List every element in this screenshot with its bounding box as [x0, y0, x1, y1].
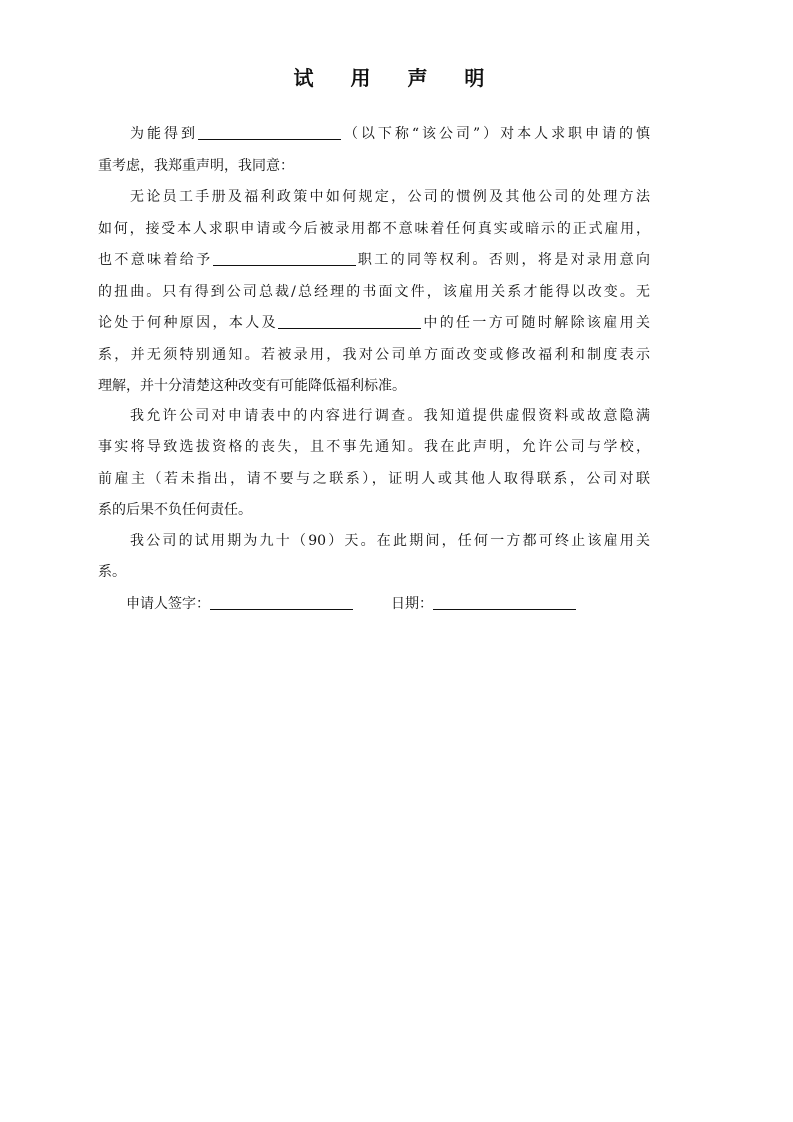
- paragraph-1-line-1: [98, 118, 650, 150]
- text-segment: （以下称“该公司”）对本人求职申请的慎: [340, 126, 650, 142]
- date-field[interactable]: [433, 595, 576, 610]
- text-segment: 论处于何种原因，本人及: [98, 315, 278, 331]
- text-segment: 中的任一方可随时解除该雇用关: [420, 315, 650, 331]
- paragraph-3-line-2: 事实将导致选拔资格的丧失，且不事先通知。我在此声明，允许公司与学校，: [98, 439, 650, 455]
- party-name-blank[interactable]: [278, 314, 421, 329]
- paragraph-3-line-3: 前雇主（若未指出，请不要与之联系），证明人或其他人取得联系，公司对联: [98, 471, 650, 487]
- document-title: 试 用 声 明: [293, 66, 500, 90]
- applicant-signature-row: [126, 588, 353, 620]
- paragraph-2-line-3: [98, 244, 650, 276]
- applicant-signature-label: 申请人签字：: [126, 596, 210, 612]
- paragraph-3-line-4: 系的后果不负任何责任。: [98, 502, 252, 518]
- company-name-blank[interactable]: [198, 125, 341, 140]
- paragraph-2-line-2: 如何，接受本人求职申请或今后被录用都不意味着任何真实或暗示的正式雇用，: [98, 221, 650, 237]
- date-row: [391, 588, 576, 620]
- text-segment: 职工的同等权利。否则，将是对录用意向: [355, 252, 650, 268]
- paragraph-3-line-1: 我允许公司对申请表中的内容进行调查。我知道提供虚假资料或故意隐满: [130, 408, 650, 424]
- text-segment: 为能得到: [130, 126, 198, 142]
- text-segment: 也不意味着给予: [98, 252, 213, 268]
- paragraph-2-line-5: [98, 307, 650, 339]
- paragraph-2-line-6: 系，并无须特别通知。若被录用，我对公司单方面改变或修改福利和制度表示: [98, 347, 650, 363]
- paragraph-2-line-7: 理解，并十分清楚这种改变有可能降低福利标准。: [98, 378, 406, 394]
- paragraph-2-line-1: 无论员工手册及福利政策中如何规定，公司的惯例及其他公司的处理方法: [130, 189, 650, 205]
- paragraph-4-line-2: 系。: [98, 564, 126, 580]
- date-label: 日期：: [391, 596, 433, 612]
- paragraph-1-line-2: 重考虑，我郑重声明，我同意：: [98, 158, 294, 174]
- equal-rights-blank[interactable]: [213, 251, 356, 266]
- paragraph-2-line-4: 的扭曲。只有得到公司总裁/总经理的书面文件，该雇用关系才能得以改变。无: [98, 284, 650, 300]
- paragraph-4-line-1: 我公司的试用期为九十（90）天。在此期间，任何一方都可终止该雇用关: [130, 533, 650, 549]
- applicant-signature-field[interactable]: [210, 595, 353, 610]
